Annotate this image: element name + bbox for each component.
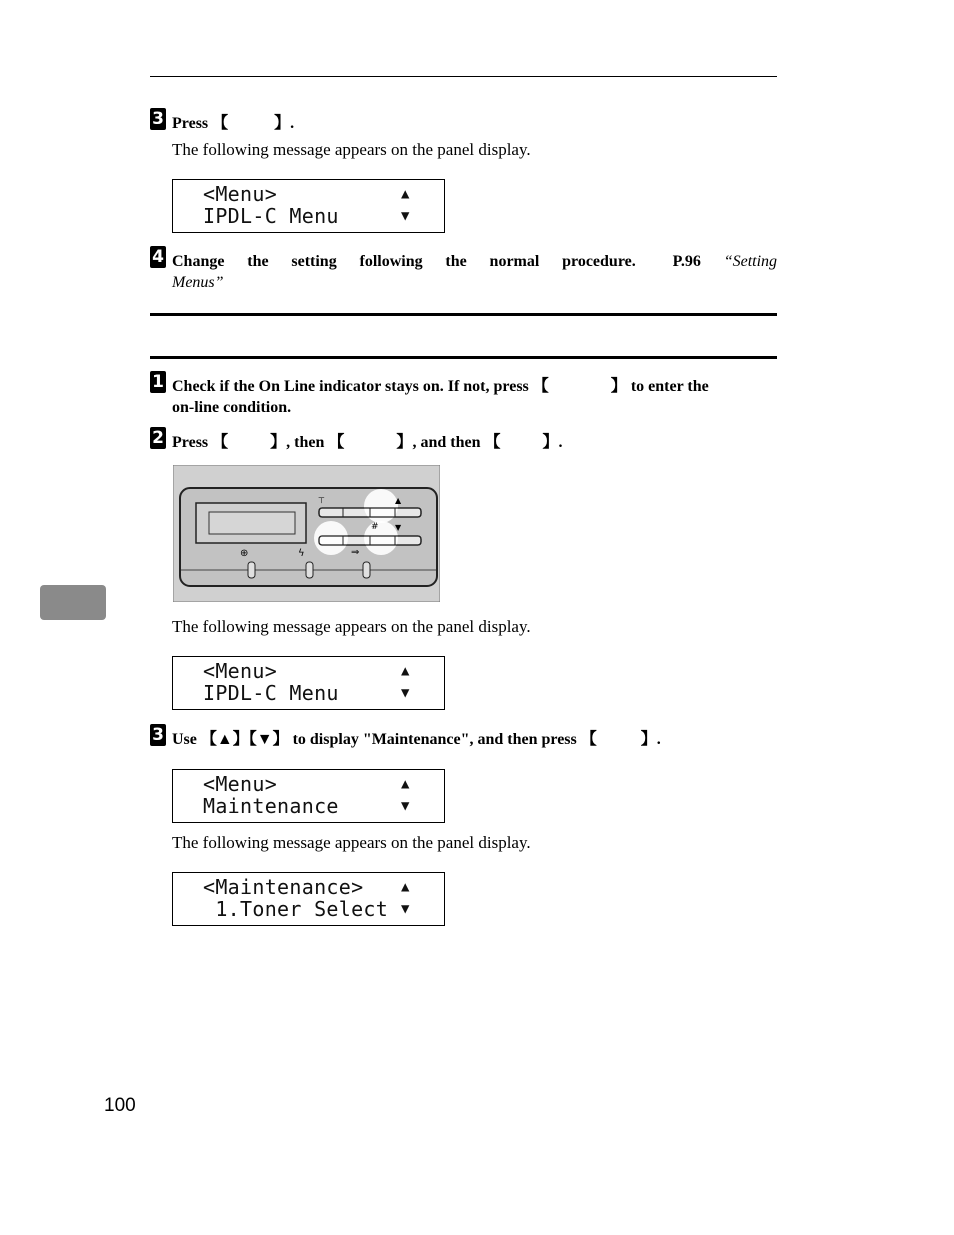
key-bracket-left: 【 bbox=[212, 115, 229, 132]
lcd-display bbox=[172, 179, 445, 233]
step-text: Change the setting following the normal procedure. bbox=[172, 253, 636, 270]
step-text: to display "Maintenance", and then press bbox=[288, 731, 581, 748]
key-bracket-left: 【 bbox=[212, 434, 229, 451]
section-rule bbox=[150, 313, 777, 316]
header-rule bbox=[150, 76, 777, 77]
key-bracket-left: 【 bbox=[532, 378, 549, 395]
up-arrow-icon: ▲ bbox=[401, 186, 410, 202]
step-instruction bbox=[172, 729, 661, 750]
step-text: Check if the On Line indicator stays on. If not, press bbox=[172, 378, 533, 395]
key-bracket-right: 】 bbox=[542, 434, 559, 451]
step-instruction bbox=[172, 432, 563, 453]
key-bracket-right: 】 bbox=[640, 731, 657, 748]
lcd-line-2: Maintenance bbox=[203, 794, 339, 818]
control-panel-illustration bbox=[173, 465, 440, 602]
step-text-end: . bbox=[290, 115, 295, 132]
lcd-line-2: 1.Toner Select bbox=[203, 897, 389, 921]
lcd-display bbox=[172, 656, 445, 710]
key-bracket-right: 】 bbox=[610, 378, 627, 395]
step-instruction bbox=[172, 376, 777, 397]
step-number: 4 bbox=[150, 246, 166, 268]
up-key-label: 【▲】 bbox=[200, 731, 249, 748]
step-text: Press bbox=[172, 434, 213, 451]
chapter-tab bbox=[40, 585, 106, 620]
lcd-line-1: <Menu> bbox=[203, 659, 278, 683]
lcd-line-1: <Menu> bbox=[203, 182, 278, 206]
step-text-end: . bbox=[558, 434, 563, 451]
lcd-line-2: IPDL-C Menu bbox=[203, 681, 339, 705]
down-key-label: 【▼】 bbox=[248, 731, 289, 748]
page-reference[interactable]: P.96 bbox=[672, 253, 701, 270]
page-number: 100 bbox=[104, 1095, 136, 1116]
lcd-line-1: <Menu> bbox=[203, 772, 278, 796]
lcd-display bbox=[172, 769, 445, 823]
step-instruction bbox=[172, 113, 294, 134]
lcd-line-1: <Maintenance> bbox=[203, 875, 364, 899]
key-bracket-left: 【 bbox=[580, 731, 597, 748]
power-indicator-icon: ⊕ bbox=[240, 548, 249, 559]
reference-title[interactable]: “Setting bbox=[723, 253, 778, 270]
menu-key-icon: ⊤ bbox=[318, 496, 325, 505]
up-arrow-icon: ▲ bbox=[401, 879, 410, 895]
step-text-cont: on-line condition. bbox=[172, 399, 292, 416]
key-bracket-right: 】 bbox=[396, 434, 413, 451]
key-bracket-left: 【 bbox=[328, 434, 345, 451]
step-number: 3 bbox=[150, 724, 166, 746]
panel-message-note: The following message appears on the panel display. bbox=[172, 833, 531, 852]
down-arrow-icon: ▼ bbox=[401, 685, 410, 701]
control-panel-drawing bbox=[173, 465, 440, 602]
key-bracket-left: 【 bbox=[484, 434, 501, 451]
data-in-indicator-icon: ⇒ bbox=[351, 547, 360, 558]
step-text-end: . bbox=[656, 731, 661, 748]
down-arrow-icon: ▼ bbox=[401, 798, 410, 814]
reference-title-cont: Menus” bbox=[172, 274, 224, 291]
up-arrow-icon: ▲ bbox=[401, 776, 410, 792]
section-rule bbox=[150, 356, 777, 359]
step-text-end: to enter the bbox=[626, 378, 709, 395]
lcd-display bbox=[172, 872, 445, 926]
panel-message-note: The following message appears on the panel display. bbox=[172, 140, 531, 159]
lcd-line-2: IPDL-C Menu bbox=[203, 204, 339, 228]
step-number: 1 bbox=[150, 371, 166, 393]
panel-message-note: The following message appears on the panel display. bbox=[172, 617, 531, 636]
step-number: 2 bbox=[150, 427, 166, 449]
down-key-icon: ▼ bbox=[395, 523, 402, 532]
step-text: , and then bbox=[412, 434, 485, 451]
step-instruction bbox=[172, 251, 777, 272]
step-text: Press bbox=[172, 115, 213, 132]
key-bracket-right: 】 bbox=[270, 434, 287, 451]
error-indicator-icon: ϟ bbox=[298, 548, 305, 559]
down-arrow-icon: ▼ bbox=[401, 208, 410, 224]
down-arrow-icon: ▼ bbox=[401, 901, 410, 917]
step-text: Use bbox=[172, 731, 201, 748]
up-arrow-icon: ▲ bbox=[401, 663, 410, 679]
step-text: , then bbox=[286, 434, 329, 451]
step-number: 3 bbox=[150, 108, 166, 130]
up-key-icon: ▲ bbox=[395, 496, 402, 505]
enter-key-icon: # bbox=[371, 522, 379, 532]
key-bracket-right: 】 bbox=[274, 115, 291, 132]
